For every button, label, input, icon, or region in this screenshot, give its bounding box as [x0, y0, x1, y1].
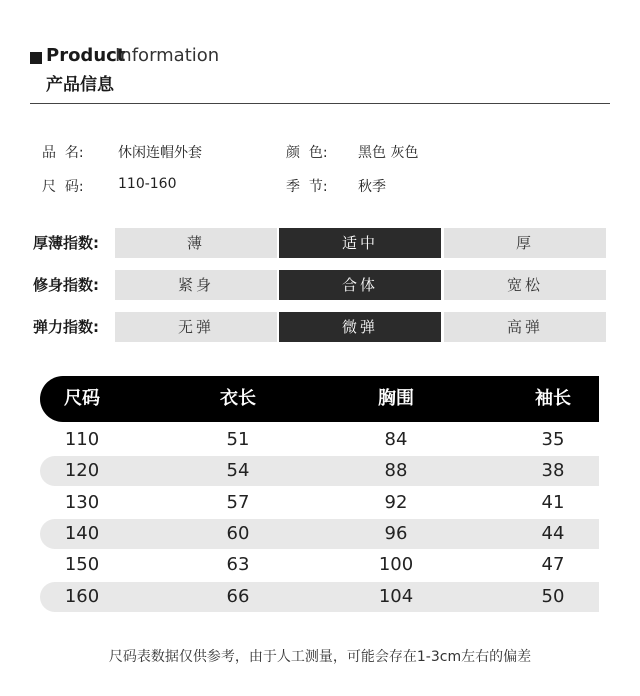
header-title-en-light: Information	[115, 45, 220, 66]
table-cell-chest: 84	[384, 429, 408, 450]
elasticity-option-slight: 微弹	[279, 312, 441, 342]
thickness-option-medium: 适中	[279, 228, 441, 258]
table-cell-sleeve: 47	[541, 554, 565, 575]
elasticity-option-high: 高弹	[444, 312, 606, 342]
table-cell-length: 51	[226, 429, 250, 450]
info-color-value: 黑色 灰色	[358, 145, 419, 161]
table-cell-chest: 100	[378, 554, 414, 575]
table-cell-size: 140	[64, 523, 100, 544]
thickness-option-thick: 厚	[444, 228, 606, 258]
fit-option-loose: 宽松	[444, 270, 606, 300]
fit-option-regular: 合体	[279, 270, 441, 300]
fit-index-label: 修身指数:	[33, 276, 99, 294]
info-size-value: 110-160	[118, 176, 177, 192]
header-title-en-bold: Product	[46, 45, 126, 66]
table-cell-chest: 88	[384, 460, 408, 481]
size-table-footnote: 尺码表数据仅供参考，由于人工测量，可能会存在1-3cm左右的偏差	[108, 649, 532, 665]
size-table-header-size: 尺码	[64, 388, 100, 409]
size-table-header-chest: 胸围	[378, 388, 414, 409]
table-cell-sleeve: 38	[541, 460, 565, 481]
info-season-label: 季 节:	[286, 179, 328, 195]
table-cell-sleeve: 50	[541, 586, 565, 607]
table-cell-length: 66	[226, 586, 250, 607]
info-size-label: 尺 码:	[42, 179, 84, 195]
table-cell-size: 120	[64, 460, 100, 481]
info-color-label: 颜 色:	[286, 145, 328, 161]
table-cell-chest: 104	[378, 586, 414, 607]
table-cell-chest: 96	[384, 523, 408, 544]
header-title-cn: 产品信息	[46, 75, 114, 95]
fit-option-tight: 紧身	[115, 270, 277, 300]
table-cell-sleeve: 41	[541, 492, 565, 513]
table-cell-length: 57	[226, 492, 250, 513]
table-cell-size: 130	[64, 492, 100, 513]
table-cell-size: 150	[64, 554, 100, 575]
header-divider	[30, 103, 610, 104]
info-name-label: 品 名:	[42, 145, 84, 161]
table-cell-length: 63	[226, 554, 250, 575]
elasticity-index-label: 弹力指数:	[33, 318, 99, 336]
thickness-option-thin: 薄	[115, 228, 277, 258]
table-cell-length: 54	[226, 460, 250, 481]
elasticity-option-none: 无弹	[115, 312, 277, 342]
thickness-index-label: 厚薄指数:	[33, 234, 99, 252]
table-cell-size: 160	[64, 586, 100, 607]
info-season-value: 秋季	[358, 179, 386, 195]
table-cell-chest: 92	[384, 492, 408, 513]
table-cell-sleeve: 35	[541, 429, 565, 450]
table-cell-sleeve: 44	[541, 523, 565, 544]
info-name-value: 休闲连帽外套	[118, 145, 202, 161]
table-cell-length: 60	[226, 523, 250, 544]
size-table-header-length: 衣长	[220, 388, 256, 409]
header-square-bullet	[30, 52, 42, 64]
table-cell-size: 110	[64, 429, 100, 450]
size-table-header-sleeve: 袖长	[535, 388, 571, 409]
